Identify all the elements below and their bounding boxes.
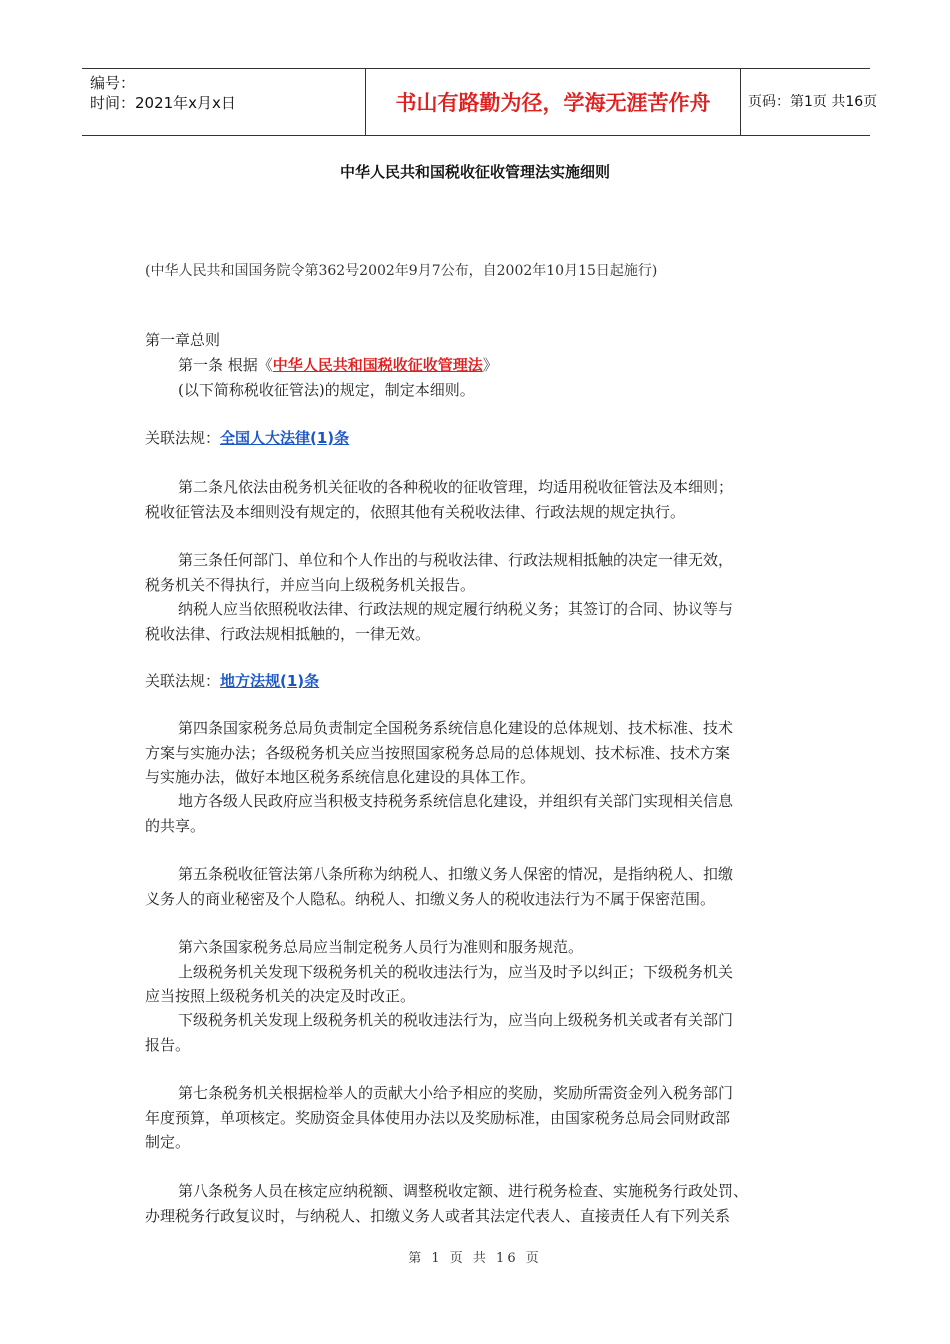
article-2-line-2: 税收征管法及本细则没有规定的，依照其他有关税收法律、行政法规的规定执行。 — [145, 503, 686, 521]
article-4-line-4: 地方各级人民政府应当积极支持税务系统信息化建设，并组织有关部门实现相关信息 — [178, 792, 734, 810]
article-4-line-5: 的共享。 — [145, 817, 206, 835]
article-8-line-1: 第八条税务人员在核定应纳税额、调整税收定额、进行税务检查、实施税务行政处罚、 — [178, 1182, 749, 1200]
article-6-line-4: 下级税务机关发现上级税务机关的税收违法行为，应当向上级税务机关或者有关部门 — [178, 1011, 734, 1029]
article-5-line-2: 义务人的商业秘密及个人隐私。纳税人、扣缴义务人的税收违法行为不属于保密范围。 — [145, 890, 716, 908]
header-motto-cell — [365, 69, 741, 135]
related-laws-link-local[interactable]: 地方法规(1)条 — [220, 672, 320, 690]
document-title: 中华人民共和国税收征收管理法实施细则 — [339, 163, 610, 181]
related-laws-link-national[interactable]: 全国人大法律(1)条 — [220, 429, 350, 447]
article-1-suffix: 》 — [482, 356, 498, 374]
header-page-info: 页码：第1页 共16页 — [748, 94, 878, 110]
article-5-line-1: 第五条税收征管法第八条所称为纳税人、扣缴义务人保密的情况，是指纳税人、扣缴 — [178, 865, 734, 883]
article-4-line-2: 方案与实施办法；各级税务机关应当按照国家税务总局的总体规划、技术标准、技术方案 — [145, 744, 731, 762]
article-2-line-1: 第二条凡依法由税务机关征收的各种税收的征收管理，均适用税收征管法及本细则； — [178, 478, 734, 496]
related-laws-2 — [145, 669, 319, 693]
article-1-line-1 — [178, 353, 498, 377]
related-laws-label: 关联法规： — [145, 429, 221, 447]
chapter-heading: 第一章总则 — [145, 331, 221, 349]
article-6-line-3: 应当按照上级税务机关的决定及时改正。 — [145, 987, 416, 1005]
article-7-line-3: 制定。 — [145, 1133, 191, 1151]
related-laws-label: 关联法规： — [145, 672, 221, 690]
article-1-line-2: (以下简称税收征管法)的规定，制定本细则。 — [178, 381, 475, 399]
article-8-line-2: 办理税务行政复议时，与纳税人、扣缴义务人或者其法定代表人、直接责任人有下列关系 — [145, 1207, 731, 1225]
article-6-line-1: 第六条国家税务总局应当制定税务人员行为准则和服务规范。 — [178, 938, 584, 956]
page-header — [82, 68, 878, 136]
related-laws-1 — [145, 426, 349, 450]
publication-note: (中华人民共和国国务院令第362号2002年9月7公布，自2002年10月15日起施行) — [145, 263, 658, 279]
page-footer: 第 1 页 共 16 页 — [408, 1251, 542, 1266]
article-7-line-1: 第七条税务机关根据检举人的贡献大小给予相应的奖励，奖励所需资金列入税务部门 — [178, 1084, 734, 1102]
article-1-prefix: 第一条 根据《 — [178, 356, 273, 374]
article-3-line-2: 税务机关不得执行，并应当向上级税务机关报告。 — [145, 576, 476, 594]
article-3-line-1: 第三条任何部门、单位和个人作出的与税收法律、行政法规相抵触的决定一律无效， — [178, 551, 734, 569]
article-7-line-2: 年度预算，单项核定。奖励资金具体使用办法以及奖励标准，由国家税务总局会同财政部 — [145, 1109, 731, 1127]
article-6-line-2: 上级税务机关发现下级税务机关的税收违法行为，应当及时予以纠正；下级税务机关 — [178, 963, 734, 981]
header-motto: 书山有路勤为径，学海无涯苦作舟 — [395, 91, 711, 115]
article-3-line-4: 税收法律、行政法规相抵触的，一律无效。 — [145, 625, 431, 643]
article-4-line-3: 与实施办法，做好本地区税务系统信息化建设的具体工作。 — [145, 768, 536, 786]
document-time-label: 时间：2021年x月x日 — [90, 94, 236, 112]
article-4-line-1: 第四条国家税务总局负责制定全国税务系统信息化建设的总体规划、技术标准、技术 — [178, 719, 734, 737]
header-meta — [90, 73, 280, 113]
document-number-label: 编号： — [90, 74, 136, 92]
article-3-line-3: 纳税人应当依照税收法律、行政法规的规定履行纳税义务；其签订的合同、协议等与 — [178, 600, 734, 618]
article-6-line-5: 报告。 — [145, 1036, 191, 1054]
law-link[interactable]: 中华人民共和国税收征收管理法 — [272, 356, 483, 374]
